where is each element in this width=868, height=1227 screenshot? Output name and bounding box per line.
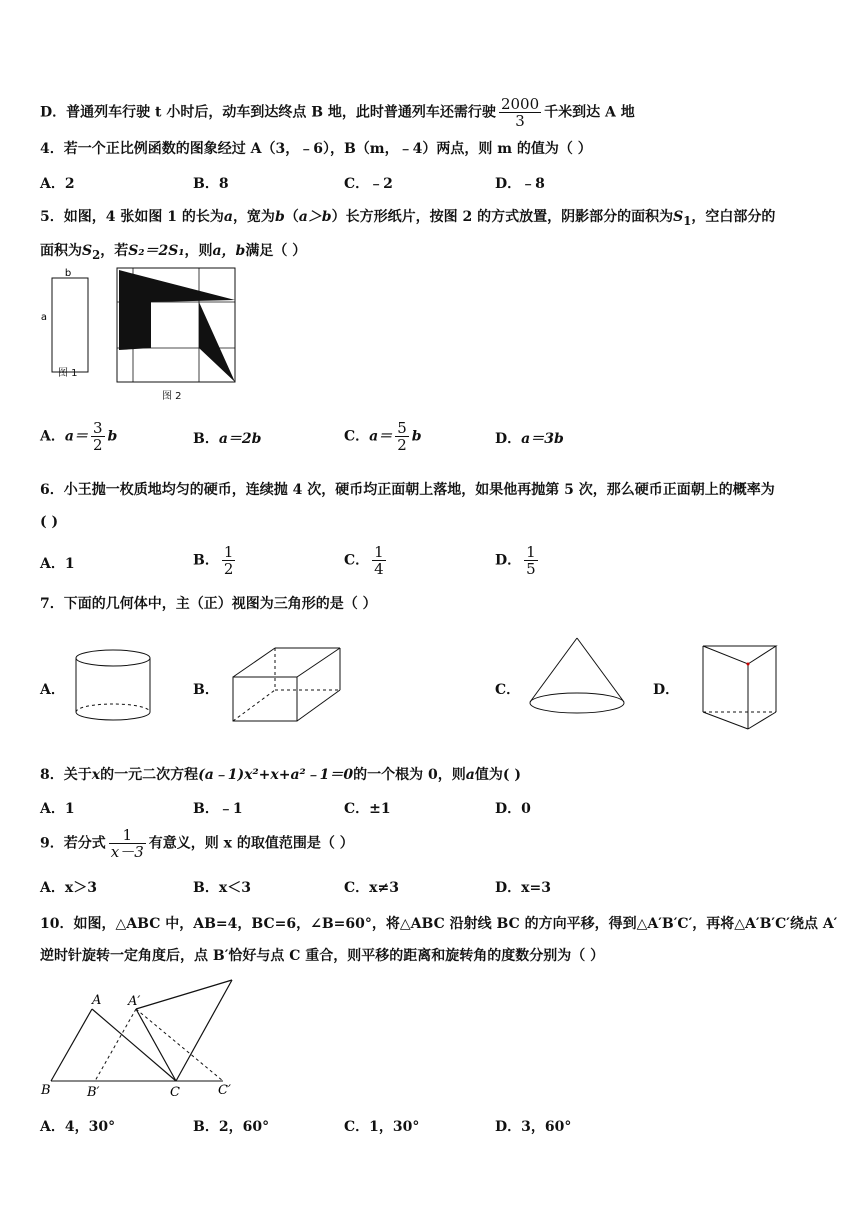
- label-a: A: [92, 993, 102, 1008]
- q8-option-a[interactable]: A．1: [40, 801, 75, 817]
- q10-figure: [40, 975, 250, 1100]
- q10-option-b[interactable]: B．2，60°: [193, 1119, 270, 1135]
- q5-stem-line2: 面积为$S_2$，若S₂＝2S₁，则a，b满足（ ）: [40, 243, 307, 262]
- q7-stem: 7．下面的几何体中，主（正）视图为三角形的是（ ）: [40, 596, 377, 612]
- q3-option-d: D．普通列车行驶 t 小时后，动车到达终点 B 地，此时普通列车还需行驶 $\frac{2000}{3}$ 千米到达 A 地: [40, 95, 635, 130]
- q5-option-a[interactable]: A．a＝ $\frac{3}{2}$ b: [40, 419, 118, 454]
- q6-option-a[interactable]: A．1: [40, 556, 75, 572]
- q10-option-c[interactable]: C．1，30°: [344, 1119, 420, 1135]
- q4-option-b[interactable]: B．8: [193, 176, 229, 192]
- q9-option-c[interactable]: C．x≠3: [344, 880, 399, 896]
- q9-stem: 9．若分式 $\frac{1}{x-3}$ 有意义，则 x 的取值范围是（ ）: [40, 826, 354, 861]
- q5-option-d[interactable]: D．a＝3b: [495, 431, 564, 447]
- q7-option-c[interactable]: C．: [495, 682, 521, 698]
- q10-stem-line2: 逆时针旋转一定角度后，点 B′恰好与点 C 重合，则平移的距离和旋转角的度数分别为（ ）: [40, 948, 605, 964]
- q6-option-d[interactable]: D． $\frac{1}{5}$: [495, 543, 536, 578]
- q10-option-d[interactable]: D．3，60°: [495, 1119, 572, 1135]
- label-b: B: [41, 1083, 51, 1098]
- cuboid-figure: [230, 645, 346, 725]
- q9-option-b[interactable]: B．x＜3: [193, 880, 251, 896]
- q8-option-c[interactable]: C．±1: [344, 801, 391, 817]
- cylinder-figure: [74, 648, 154, 724]
- q5-figure-2: [115, 266, 240, 384]
- label-c-prime: C′: [218, 1083, 231, 1098]
- q6-stem-line1: 6．小王抛一枚质地均匀的硬币，连续抛 4 次，硬币均正面朝上落地，如果他再抛第 5 次，那么硬币正面朝上的概率为: [40, 482, 775, 498]
- fig2-caption: 图 2: [162, 391, 182, 402]
- q4-option-c[interactable]: C．﹣2: [344, 176, 393, 192]
- q9-option-a[interactable]: A．x＞3: [40, 880, 97, 896]
- q6-option-b[interactable]: B． $\frac{1}{2}$: [193, 543, 234, 578]
- label-b-prime: B′: [87, 1085, 100, 1100]
- q5-option-c[interactable]: C．a＝ $\frac{5}{2}$ b: [344, 419, 422, 454]
- q4-option-a[interactable]: A．2: [40, 176, 75, 192]
- inner-square: [153, 304, 197, 346]
- fig1-caption: 图 1: [58, 368, 78, 379]
- label-c: C: [170, 1085, 180, 1100]
- q5-stem-line1: 5．如图，4 张如图 1 的长为a，宽为b（a＞b）长方形纸片，按图 2 的方式放置，阴影部分的面积为$S_1$，空白部分的: [40, 209, 776, 228]
- label-a-prime: A′: [128, 994, 141, 1009]
- q7-option-d[interactable]: D．: [653, 682, 680, 698]
- q7-option-a[interactable]: A．: [40, 682, 65, 698]
- q9-option-d[interactable]: D．x=3: [495, 880, 551, 896]
- q8-option-d[interactable]: D．0: [495, 801, 531, 817]
- q7-option-b[interactable]: B．: [193, 682, 219, 698]
- q8-stem: 8．关于x的一元二次方程(a﹣1)x²+x+a²﹣1＝0的一个根为 0，则a值为( ): [40, 767, 521, 783]
- q6-stem-line2: ( ): [40, 514, 59, 530]
- q8-option-b[interactable]: B．﹣1: [193, 801, 243, 817]
- q10-option-a[interactable]: A．4，30°: [40, 1119, 116, 1135]
- fig1-label-b: b: [64, 268, 72, 279]
- q4-option-d[interactable]: D．﹣8: [495, 176, 545, 192]
- q10-stem-line1: 10．如图，△ABC 中，AB=4，BC=6，∠B=60°，将△ABC 沿射线 BC 的方向平移，得到△A′B′C′，再将△A′B′C′绕点 A′: [40, 916, 838, 932]
- q4-stem: 4．若一个正比例函数的图象经过 A（3，﹣6），B（m，﹣4）两点，则 m 的值为（ ）: [40, 141, 592, 157]
- cone-figure: [527, 636, 629, 718]
- q3-fraction: $\frac{2000}{3}$: [500, 95, 540, 130]
- fig1-label-a: a: [40, 312, 48, 323]
- q6-option-c[interactable]: C． $\frac{1}{4}$: [344, 543, 384, 578]
- q5-option-b[interactable]: B．a＝2b: [193, 431, 262, 447]
- rectangle-shape: [52, 278, 88, 372]
- q5-figure-1: [40, 265, 100, 380]
- prism-figure: [700, 642, 780, 732]
